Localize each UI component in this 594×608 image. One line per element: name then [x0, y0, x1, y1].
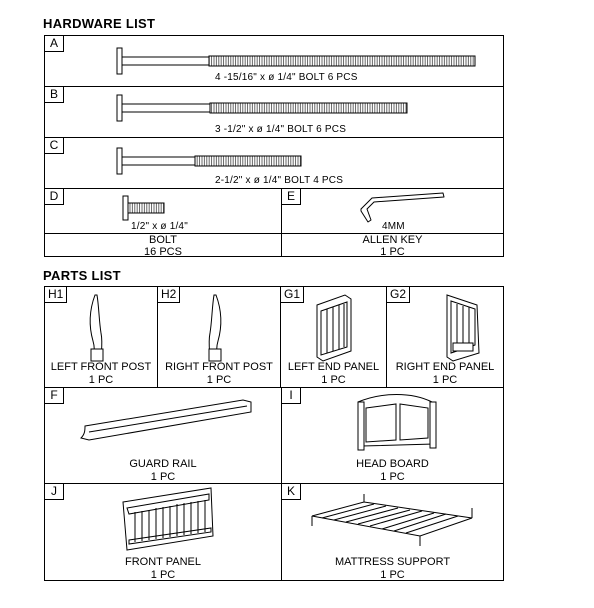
bolt-spec: 1/2" x ø 1/4"	[131, 221, 188, 232]
part-letter: G2	[387, 287, 410, 303]
allen-key-spec: 4MM	[382, 221, 405, 232]
item-letter: D	[45, 189, 64, 205]
part-qty: 1 PC	[88, 374, 114, 386]
part-g1	[280, 286, 387, 388]
item-qty: 1 PC	[380, 246, 405, 258]
item-name: ALLEN KEY	[362, 234, 423, 246]
bolt-spec: 2-1/2" x ø 1/4" BOLT 4 PCS	[215, 175, 344, 186]
part-letter: H1	[45, 287, 67, 303]
item-letter: B	[45, 87, 64, 103]
item-qty: 16 PCS	[144, 246, 182, 258]
part-h2	[157, 286, 281, 388]
part-letter: H2	[158, 287, 180, 303]
hardware-item-d	[44, 188, 282, 257]
part-name: RIGHT END PANEL	[395, 361, 495, 373]
part-letter: F	[45, 388, 64, 404]
part-h1	[44, 286, 158, 388]
part-name: HEAD BOARD	[356, 458, 429, 470]
hardware-item-e	[281, 188, 504, 257]
part-qty: 1 PC	[206, 374, 232, 386]
part-j	[44, 483, 282, 581]
parts-list-heading: PARTS LIST	[43, 268, 121, 283]
part-f	[44, 387, 282, 484]
part-qty: 1 PC	[321, 374, 346, 386]
item-letter: E	[282, 189, 301, 205]
part-name: MATTRESS SUPPORT	[334, 556, 451, 568]
item-name: BOLT	[149, 234, 177, 246]
part-qty: 1 PC	[432, 374, 458, 386]
part-letter: K	[282, 484, 301, 500]
part-name: GUARD RAIL	[129, 458, 197, 470]
part-name: LEFT FRONT POST	[50, 361, 152, 373]
hardware-item-a	[44, 35, 504, 87]
part-name: LEFT END PANEL	[287, 361, 380, 373]
hardware-list-heading: HARDWARE LIST	[43, 16, 156, 31]
part-qty: 1 PC	[380, 569, 405, 581]
part-letter: I	[282, 388, 301, 404]
hardware-item-b	[44, 86, 504, 138]
part-qty: 1 PC	[150, 471, 176, 483]
bolt-spec: 4 -15/16" x ø 1/4" BOLT 6 PCS	[215, 72, 358, 83]
item-letter: A	[45, 36, 64, 52]
hardware-item-c	[44, 137, 504, 189]
part-qty: 1 PC	[380, 471, 405, 483]
part-name: FRONT PANEL	[125, 556, 201, 568]
part-i	[281, 387, 504, 484]
part-name: RIGHT FRONT POST	[165, 361, 273, 373]
bolt-spec: 3 -1/2" x ø 1/4" BOLT 6 PCS	[215, 124, 347, 135]
item-letter: C	[45, 138, 64, 154]
part-g2	[386, 286, 504, 388]
part-letter: G1	[281, 287, 304, 303]
part-qty: 1 PC	[150, 569, 176, 581]
part-k	[281, 483, 504, 581]
part-letter: J	[45, 484, 64, 500]
